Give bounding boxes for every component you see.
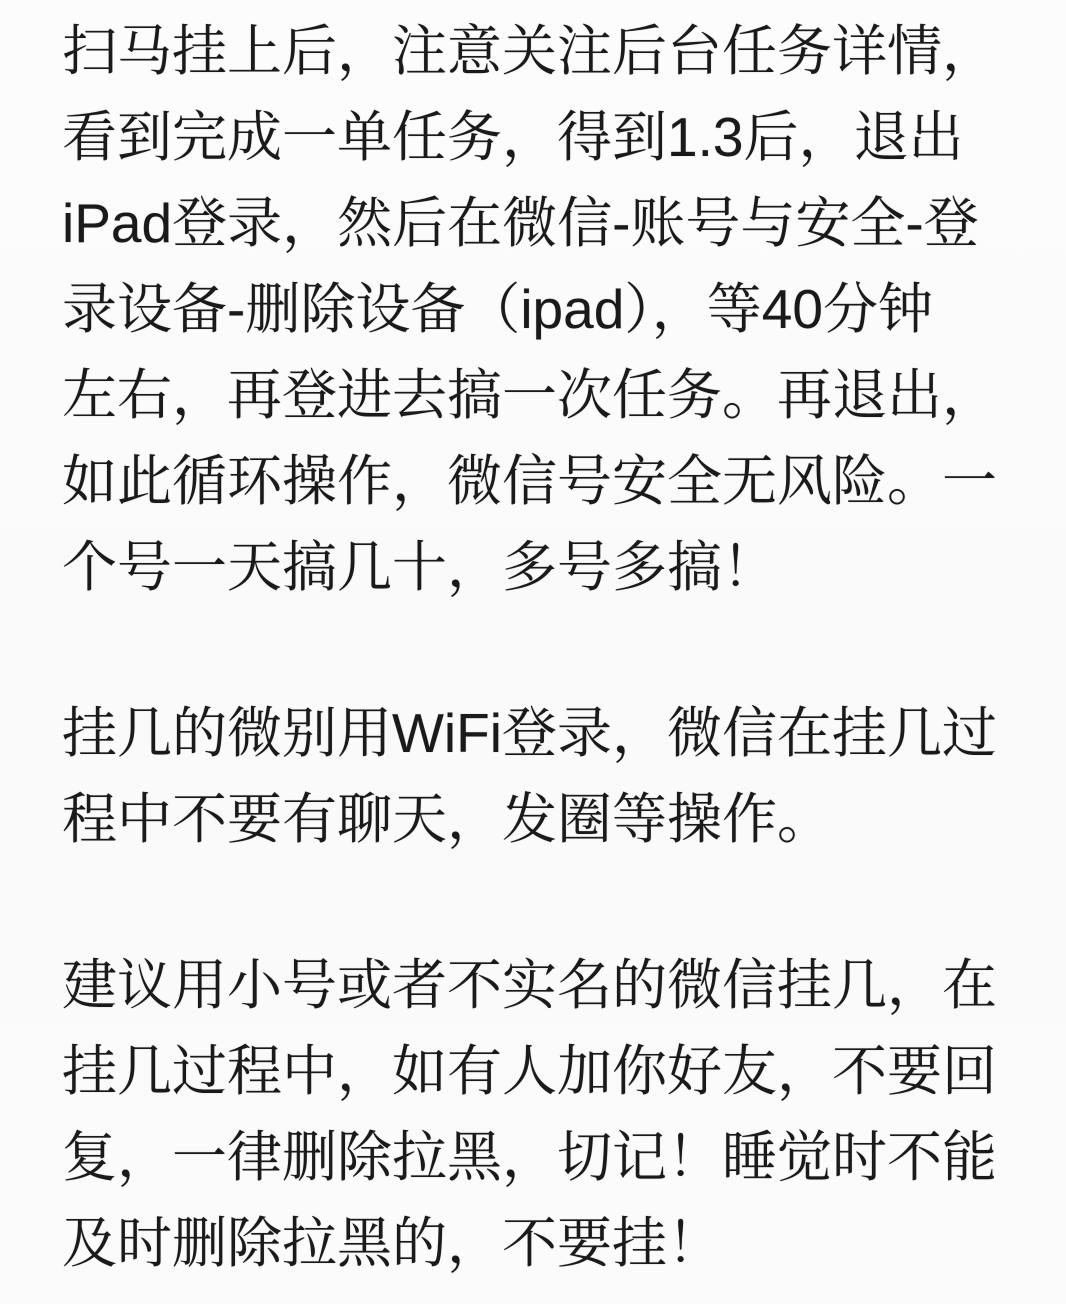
paragraph-wifi-warning bbox=[62, 690, 1006, 862]
paragraph-instructions-loop bbox=[62, 8, 1006, 610]
paragraph-account-advice bbox=[62, 942, 1006, 1286]
text-line: 建议用小号或者不实名的微信挂几，在 bbox=[62, 954, 998, 1016]
text-line: 看到完成一单任务，得到1.3后，退出 bbox=[62, 106, 964, 168]
text-line: iPad登录，然后在微信-账号与安全-登 bbox=[62, 192, 979, 254]
text-line: 挂几过程中，如有人加你好友，不要回 bbox=[62, 1040, 998, 1102]
text-line: 扫马挂上后，注意关注后台任务详情， bbox=[62, 20, 998, 82]
text-line: 个号一天搞几十，多号多搞！ bbox=[62, 536, 778, 598]
text-line: 左右，再登进去搞一次任务。再退出， bbox=[62, 364, 998, 426]
text-line: 挂几的微别用WiFi登录，微信在挂几过 bbox=[62, 702, 997, 764]
text-line: 程中不要有聊天，发圈等操作。 bbox=[62, 788, 833, 850]
text-line: 录设备-删除设备（ipad），等40分钟 bbox=[62, 278, 933, 340]
text-line: 如此循环操作，微信号安全无风险。一 bbox=[62, 450, 998, 512]
text-line: 及时删除拉黑的，不要挂！ bbox=[62, 1212, 723, 1274]
text-line: 复，一律删除拉黑，切记！睡觉时不能 bbox=[62, 1126, 998, 1188]
